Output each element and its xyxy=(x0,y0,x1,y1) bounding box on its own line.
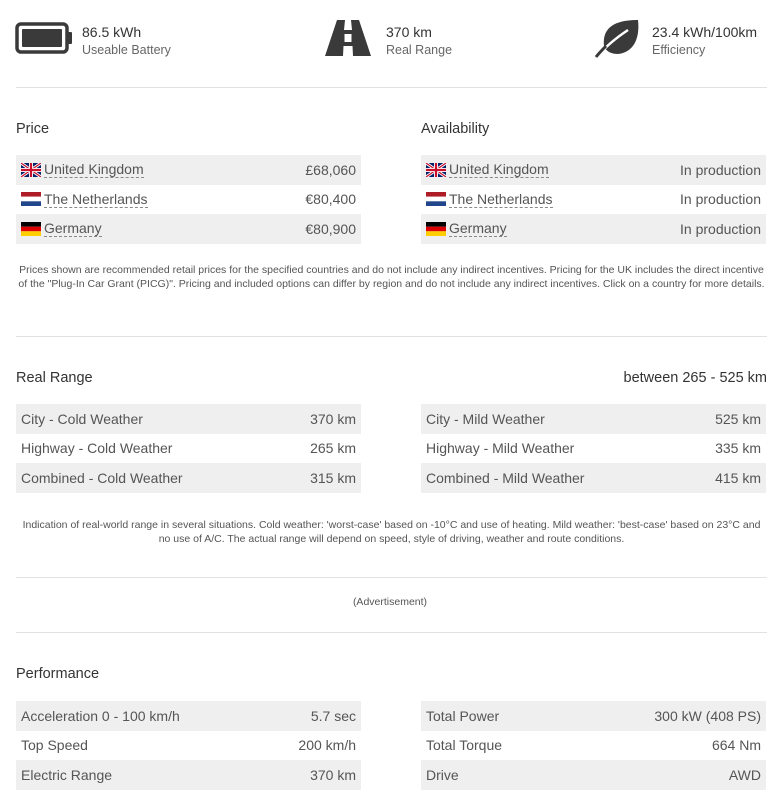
road-icon xyxy=(318,18,378,58)
nl-flag-icon xyxy=(21,192,41,206)
real-range-title: Real Range xyxy=(16,370,93,386)
availability-title: Availability xyxy=(421,121,490,137)
de-flag-icon xyxy=(21,222,41,236)
leaf-icon xyxy=(592,18,644,58)
uk-flag-icon xyxy=(426,163,446,177)
uk-flag-icon xyxy=(21,163,41,177)
table-row xyxy=(16,404,361,434)
price-row-nl[interactable] xyxy=(16,185,361,215)
price-value-de: €80,900 xyxy=(305,220,356,237)
availability-row-nl[interactable] xyxy=(421,185,766,215)
range-note: Indication of real-world range in several situations. Cold weather: 'worst-case' based on -10°C and use of heating. Mild weather: 'best-case' based on 23°C and no use of A/C. The actual range will depend on speed, style of driving, weather and route conditions. xyxy=(22,519,761,545)
spec-label: Electric Range xyxy=(21,766,113,783)
spec-value: 5.7 sec xyxy=(310,707,356,724)
battery-label: Useable Battery xyxy=(82,43,171,57)
table-row xyxy=(421,701,766,731)
battery-icon xyxy=(14,18,74,58)
spec-value: 370 km xyxy=(310,766,356,783)
availability-row-de[interactable] xyxy=(421,214,766,244)
range-label: Real Range xyxy=(386,43,453,57)
advertisement-label: (Advertisement) xyxy=(352,596,428,608)
availability-value-nl: In production xyxy=(680,191,761,208)
range-value: 265 km xyxy=(310,440,356,457)
availability-value-uk: In production xyxy=(680,161,761,178)
country-link-uk[interactable]: United Kingdom xyxy=(44,161,144,178)
spec-label: Drive xyxy=(426,766,459,783)
price-value-nl: €80,400 xyxy=(305,191,356,208)
spec-label: Top Speed xyxy=(21,737,88,754)
divider xyxy=(16,577,767,578)
performance-right-table xyxy=(421,701,766,790)
range-cold-table xyxy=(16,404,361,493)
table-row xyxy=(16,731,361,761)
divider xyxy=(16,87,767,88)
battery-value: 86.5 kWh xyxy=(82,24,142,40)
range-value: 525 km xyxy=(715,410,761,427)
country-link-de[interactable]: Germany xyxy=(44,220,102,237)
divider xyxy=(16,632,767,633)
price-table xyxy=(16,155,361,244)
efficiency-value: 23.4 kWh/100km xyxy=(652,24,758,40)
battery-summary xyxy=(14,18,171,59)
spec-value: 200 km/h xyxy=(298,737,356,754)
range-value: 315 km xyxy=(310,469,356,486)
table-row xyxy=(421,731,766,761)
table-row xyxy=(16,434,361,464)
efficiency-label: Efficiency xyxy=(652,43,706,57)
range-label: City - Cold Weather xyxy=(21,410,143,427)
spec-value: 300 kW (408 PS) xyxy=(654,707,761,724)
table-row xyxy=(421,463,766,493)
table-row xyxy=(421,434,766,464)
availability-value-de: In production xyxy=(680,220,761,237)
divider xyxy=(16,336,767,337)
range-value: 415 km xyxy=(715,469,761,486)
table-row xyxy=(421,404,766,434)
table-row xyxy=(16,463,361,493)
real-range-summary: between 265 - 525 km xyxy=(623,370,767,386)
price-note: Prices shown are recommended retail prices for the specified countries and do not include any indirect incentives. Pricing for the UK includes the direct incentive of the "Plug-In Car Grant (PICG)". Pricing and included options can differ by region and do not include any indirect incentives. Click on a country for more details. xyxy=(18,264,765,290)
table-row xyxy=(16,701,361,731)
summary-bar xyxy=(0,18,780,68)
performance-title: Performance xyxy=(16,666,100,682)
range-value: 370 km xyxy=(310,410,356,427)
spec-label: Acceleration 0 - 100 km/h xyxy=(21,707,180,724)
range-value: 370 km xyxy=(386,24,432,40)
price-title: Price xyxy=(16,121,50,137)
table-row xyxy=(421,760,766,790)
range-value: 335 km xyxy=(715,440,761,457)
spec-label: Total Torque xyxy=(426,737,503,754)
range-label: City - Mild Weather xyxy=(426,410,545,427)
spec-value: 664 Nm xyxy=(711,737,761,754)
country-link-uk[interactable]: United Kingdom xyxy=(449,161,549,178)
nl-flag-icon xyxy=(426,192,446,206)
price-row-de[interactable] xyxy=(16,214,361,244)
range-label: Highway - Cold Weather xyxy=(21,440,173,457)
efficiency-summary xyxy=(592,18,757,59)
country-link-de[interactable]: Germany xyxy=(449,220,507,237)
country-link-nl[interactable]: The Netherlands xyxy=(449,190,553,207)
spec-label: Total Power xyxy=(426,707,500,724)
range-label: Highway - Mild Weather xyxy=(426,440,575,457)
table-row xyxy=(16,760,361,790)
performance-left-table xyxy=(16,701,361,790)
availability-row-uk[interactable] xyxy=(421,155,766,185)
price-row-uk[interactable] xyxy=(16,155,361,185)
range-label: Combined - Cold Weather xyxy=(21,469,183,486)
availability-table xyxy=(421,155,766,244)
spec-value: AWD xyxy=(728,766,761,783)
country-link-nl[interactable]: The Netherlands xyxy=(44,190,148,207)
de-flag-icon xyxy=(426,222,446,236)
price-value-uk: £68,060 xyxy=(305,161,356,178)
range-label: Combined - Mild Weather xyxy=(426,469,585,486)
range-summary xyxy=(318,18,452,59)
range-mild-table xyxy=(421,404,766,493)
